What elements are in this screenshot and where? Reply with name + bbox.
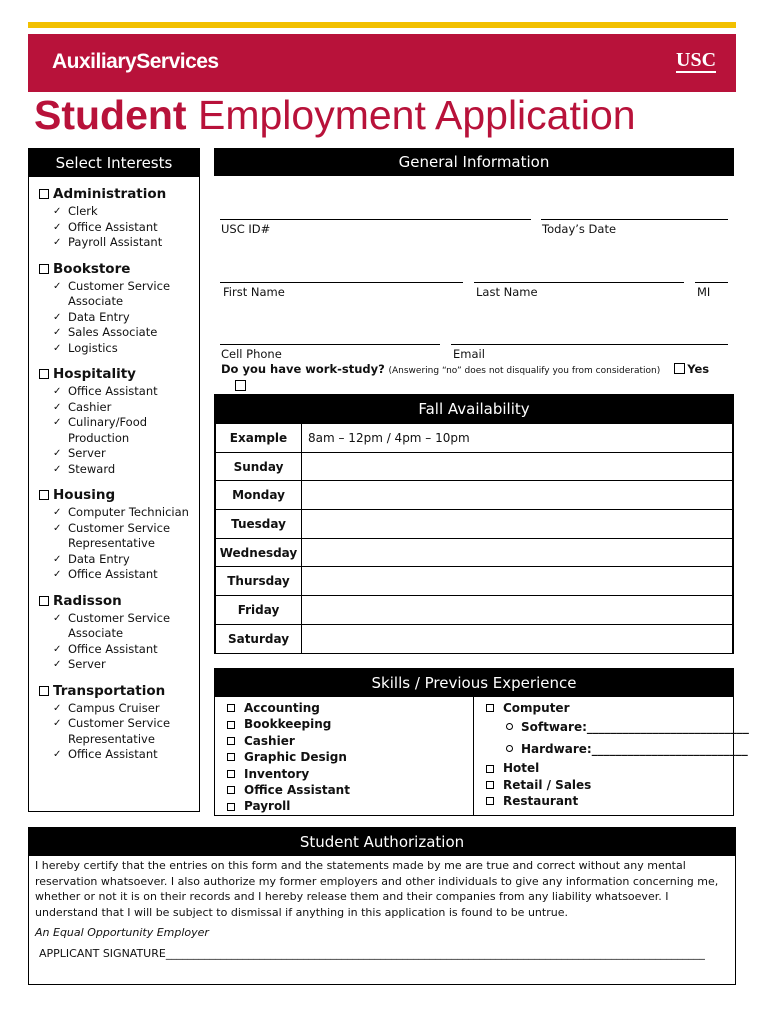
authorization-panel xyxy=(28,827,736,985)
category-label: Radisson xyxy=(53,592,122,609)
availability-cell[interactable] xyxy=(302,452,733,481)
skill-label: Hotel xyxy=(503,761,540,776)
interests-heading: Select Interests xyxy=(29,149,199,177)
email-label: Email xyxy=(453,347,485,361)
skill-item[interactable] xyxy=(227,733,473,749)
checkbox[interactable] xyxy=(39,369,49,379)
checkbox[interactable] xyxy=(227,803,235,811)
skill-item[interactable] xyxy=(227,749,473,765)
skill-item[interactable] xyxy=(227,716,473,732)
category-items xyxy=(53,701,199,763)
first-name-label: First Name xyxy=(223,285,285,299)
usc-logo: USC xyxy=(676,49,717,71)
skill-item[interactable] xyxy=(227,766,473,782)
mi-label: MI xyxy=(697,285,711,299)
category-label: Transportation xyxy=(53,682,166,699)
availability-row xyxy=(216,624,733,653)
interest-item: ✓ Server xyxy=(53,657,199,673)
checkbox[interactable] xyxy=(39,596,49,606)
checkbox[interactable] xyxy=(39,189,49,199)
skill-item[interactable] xyxy=(227,798,473,814)
availability-row xyxy=(216,596,733,625)
availability-row xyxy=(216,424,733,453)
skill-item[interactable] xyxy=(227,700,473,716)
availability-cell: 8am – 12pm / 4pm – 10pm xyxy=(302,424,733,453)
category-label: Administration xyxy=(53,186,167,202)
availability-panel xyxy=(214,394,734,654)
day-label: Sunday xyxy=(216,452,302,481)
category-label: Hospitality xyxy=(53,366,136,382)
interest-category[interactable] xyxy=(39,593,199,609)
date-field[interactable] xyxy=(541,219,728,220)
yes-label: Yes xyxy=(687,362,710,376)
accent-bar xyxy=(28,22,736,28)
interest-item: ✓ Office Assistant xyxy=(53,220,199,236)
skill-item[interactable] xyxy=(486,777,733,793)
skill-label: Inventory xyxy=(244,766,310,781)
hardware-label: Hardware: xyxy=(521,742,592,757)
skill-label: Accounting xyxy=(244,701,320,715)
checkbox[interactable] xyxy=(227,721,235,729)
authorization-heading: Student Authorization xyxy=(29,828,735,856)
availability-cell[interactable] xyxy=(302,481,733,510)
last-name-label: Last Name xyxy=(476,285,538,299)
skill-item[interactable] xyxy=(486,793,733,809)
skill-label: Bookkeeping xyxy=(244,717,332,732)
no-checkbox[interactable] xyxy=(235,380,246,391)
date-label: Today’s Date xyxy=(542,222,617,236)
checkbox[interactable] xyxy=(486,797,494,805)
interest-category[interactable] xyxy=(39,683,199,699)
signature-line[interactable]: APPLICANT SIGNATURE__________________________________________________________________________________________________ xyxy=(39,947,705,960)
availability-cell[interactable] xyxy=(302,567,733,596)
radio-circle[interactable] xyxy=(506,723,513,730)
checkbox[interactable] xyxy=(227,704,235,712)
first-name-field[interactable] xyxy=(220,282,463,283)
day-label: Wednesday xyxy=(216,538,302,567)
checkbox[interactable] xyxy=(227,770,235,778)
availability-row xyxy=(216,538,733,567)
interest-item: ✓ Data Entry xyxy=(53,552,199,568)
availability-table xyxy=(215,423,733,654)
skill-label: Cashier xyxy=(244,733,295,748)
availability-row xyxy=(216,567,733,596)
interest-item: ✓ Customer Service Associate xyxy=(53,611,199,642)
skills-right-list xyxy=(486,760,733,809)
cell-phone-label: Cell Phone xyxy=(221,347,282,361)
skill-item[interactable] xyxy=(486,760,733,776)
title-rest: Employment Application xyxy=(198,92,636,138)
usc-id-field[interactable] xyxy=(220,219,531,220)
hardware-item[interactable]: Hardware:__________________________ xyxy=(506,738,733,760)
radio-circle[interactable] xyxy=(506,745,513,752)
skill-label: Office Assistant xyxy=(244,783,350,798)
availability-cell[interactable] xyxy=(302,510,733,539)
email-field[interactable] xyxy=(451,344,728,345)
mi-field[interactable] xyxy=(695,282,728,283)
day-label: Monday xyxy=(216,481,302,510)
category-items xyxy=(53,384,199,477)
checkbox[interactable] xyxy=(227,753,235,761)
cell-phone-field[interactable] xyxy=(220,344,440,345)
checkbox[interactable] xyxy=(486,704,494,712)
category-items xyxy=(53,204,199,251)
checkbox[interactable] xyxy=(227,737,235,745)
availability-cell[interactable] xyxy=(302,624,733,653)
skills-left-column xyxy=(215,697,474,816)
usc-id-label: USC ID# xyxy=(221,222,271,236)
category-label: Bookstore xyxy=(53,260,131,277)
availability-cell[interactable] xyxy=(302,596,733,625)
work-study-label: Do you have work-study? xyxy=(221,362,385,376)
day-label: Thursday xyxy=(216,567,302,596)
eoe-statement: An Equal Opportunity Employer xyxy=(35,926,209,939)
interest-item: ✓ Logistics xyxy=(53,341,199,357)
checkbox[interactable] xyxy=(39,490,49,500)
interest-item: ✓ Customer Service Associate xyxy=(53,279,199,310)
interest-item: ✓ Data Entry xyxy=(53,310,199,326)
category-items xyxy=(53,505,199,583)
skills-panel xyxy=(214,668,749,816)
interest-item: ✓ Office Assistant xyxy=(53,384,199,400)
interest-item: ✓ Office Assistant xyxy=(53,747,199,763)
interest-item: ✓ Customer Service Representative xyxy=(53,521,199,552)
checkbox[interactable] xyxy=(39,264,49,274)
software-label: Software: xyxy=(521,720,587,735)
interests-panel xyxy=(28,148,200,812)
software-item[interactable]: Software:___________________________ xyxy=(506,716,733,738)
checkbox[interactable] xyxy=(227,786,235,794)
category-items xyxy=(53,611,199,673)
yes-checkbox[interactable] xyxy=(674,363,685,374)
interest-category[interactable] xyxy=(39,186,199,202)
checkbox[interactable] xyxy=(486,765,494,773)
interest-item: ✓ Office Assistant xyxy=(53,567,199,583)
interest-category[interactable] xyxy=(39,261,199,277)
checkbox[interactable] xyxy=(486,781,494,789)
interest-item: ✓ Culinary/Food Production xyxy=(53,415,199,446)
skill-label: Retail / Sales xyxy=(503,777,592,792)
interest-item: ✓ Clerk xyxy=(53,204,199,220)
interest-category[interactable] xyxy=(39,366,199,382)
availability-heading: Fall Availability xyxy=(215,395,733,423)
interest-item: ✓ Cashier xyxy=(53,400,199,416)
interest-item: ✓ Customer Service Representative xyxy=(53,716,199,747)
interest-item: ✓ Computer Technician xyxy=(53,505,199,521)
interest-item: ✓ Sales Associate xyxy=(53,325,199,341)
general-heading: General Information xyxy=(214,148,734,176)
category-label: Housing xyxy=(53,487,116,503)
signature-label: APPLICANT SIGNATURE xyxy=(39,947,166,960)
interests-list xyxy=(29,186,199,763)
last-name-field[interactable] xyxy=(474,282,684,283)
availability-row xyxy=(216,481,733,510)
interest-category[interactable] xyxy=(39,487,199,503)
day-label: Example xyxy=(216,424,302,453)
interest-item: ✓ Steward xyxy=(53,462,199,478)
availability-cell[interactable] xyxy=(302,538,733,567)
work-study-note: (Answering “no” does not disqualify you from consideration) xyxy=(388,366,661,376)
skill-label: Graphic Design xyxy=(244,750,347,765)
brand-logo: AuxiliaryServices xyxy=(52,50,219,73)
day-label: Friday xyxy=(216,596,302,625)
day-label: Tuesday xyxy=(216,510,302,539)
skills-heading: Skills / Previous Experience xyxy=(215,669,733,697)
availability-row xyxy=(216,510,733,539)
interest-item: ✓ Office Assistant xyxy=(53,642,199,658)
page-title xyxy=(34,92,636,139)
skill-item[interactable] xyxy=(227,782,473,798)
skill-label: Restaurant xyxy=(503,794,579,809)
interest-item: ✓ Campus Cruiser xyxy=(53,701,199,717)
skill-item[interactable] xyxy=(486,700,733,716)
interest-item: ✓ Payroll Assistant xyxy=(53,235,199,251)
interest-item: ✓ Server xyxy=(53,446,199,462)
skills-right-column xyxy=(474,697,749,816)
checkbox[interactable] xyxy=(39,686,49,696)
title-bold: Student xyxy=(34,92,187,138)
category-items xyxy=(53,279,199,357)
skill-label: Computer xyxy=(503,701,570,715)
authorization-text: I hereby certify that the entries on this form and the statements made by me are true and correct without any mental reservation whatsoever. I also authorize my former employers and other individuals to give any information concerning me, whether or not it is on their records and I hereby release them and their companies from any liability whatsoever. I understand that I will be subject to dismissal if anything in this application is found to be untrue. xyxy=(35,859,719,919)
skill-label: Payroll xyxy=(244,799,291,814)
day-label: Saturday xyxy=(216,624,302,653)
availability-row xyxy=(216,452,733,481)
